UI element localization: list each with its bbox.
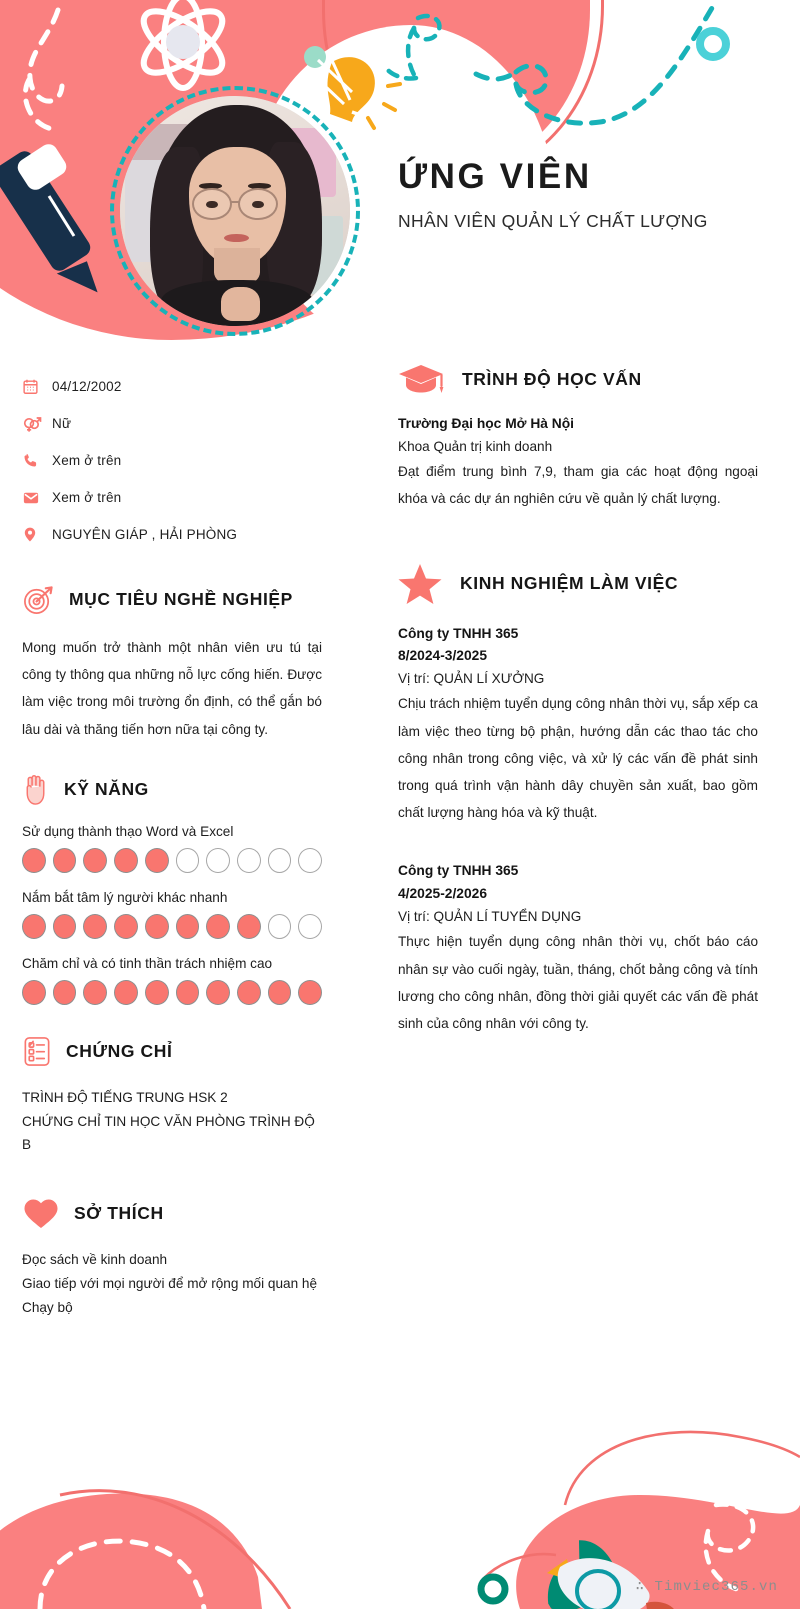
rating-dot-filled [145, 848, 169, 873]
location-icon [22, 525, 52, 544]
experience-description: Chịu trách nhiệm tuyển dụng công nhân thời vụ, sắp xếp ca làm việc theo từng bộ phận, hướng dẫn các thao tác cho công nhân trong công việc, và xử lý các vấn đề phát sinh trong quá trình vận hành dây chuyền sản xuất, bao gồm chất lượng hàng hóa và kỹ thuật. [398, 696, 758, 821]
rating-dot-filled [53, 848, 77, 873]
email-icon [22, 489, 52, 507]
footer-decoration [0, 1309, 800, 1609]
contact-value: Xem ở trên [52, 490, 122, 505]
section-header [398, 563, 758, 605]
left-column [22, 368, 322, 1349]
checklist-icon [22, 1035, 52, 1068]
hobby-item: Chạy bộ [22, 1299, 73, 1315]
section-header [398, 363, 758, 395]
contact-list [22, 368, 322, 553]
section-title: CHỨNG CHỈ [66, 1040, 173, 1061]
right-column [398, 363, 758, 1067]
section-header [22, 1197, 322, 1230]
objective-text: Mong muốn trở thành một nhân viên ưu tú tại công ty thông qua những nỗ lực cống hiến. Được làm việc trong môi trường ổn định, có thể gắn bó lâu dài và thăng tiến hơn nữa tại công ty. [22, 640, 322, 737]
graduation-cap-icon [398, 363, 444, 395]
teal-ring-icon [700, 31, 726, 57]
section-title: SỞ THÍCH [74, 1203, 164, 1224]
rating-dot-filled [298, 980, 322, 1005]
section-header [22, 1035, 322, 1068]
calendar-icon [22, 378, 52, 395]
section-header [22, 773, 322, 806]
skill-item [22, 956, 322, 1005]
star-icon [398, 563, 442, 605]
target-icon [22, 583, 55, 616]
contact-row-gender [22, 405, 322, 442]
rating-dot-filled [145, 914, 169, 939]
skill-rating [22, 848, 322, 873]
rating-dot-filled [176, 980, 200, 1005]
watermark: ∴ Timviec365.vn [635, 1579, 778, 1595]
teal-dashed-curve-icon [476, 8, 712, 123]
section-header [22, 583, 322, 616]
skill-item [22, 890, 322, 939]
rating-dot-empty [298, 914, 322, 939]
heart-icon [22, 1197, 60, 1230]
rating-dot-filled [114, 980, 138, 1005]
rating-dot-empty [268, 848, 292, 873]
section-skills [22, 773, 322, 1005]
experience-position: Vị trí: QUẢN LÍ TUYỂN DỤNG [398, 908, 582, 924]
rating-dot-empty [268, 914, 292, 939]
pencil-icon [0, 141, 104, 306]
teal-ring-bottom-icon [481, 1577, 505, 1601]
candidate-photo [120, 96, 350, 326]
section-certificates [22, 1035, 322, 1157]
gender-icon [22, 414, 52, 434]
rating-dot-filled [237, 914, 261, 939]
rating-dot-filled [114, 914, 138, 939]
white-dashed-swirl-icon [25, 10, 62, 130]
education-faculty: Khoa Quản trị kinh doanh [398, 438, 553, 454]
section-title: KINH NGHIỆM LÀM VIỆC [460, 573, 679, 594]
rating-dot-filled [22, 980, 46, 1005]
hobby-item: Đọc sách về kinh doanh [22, 1252, 168, 1268]
rating-dot-empty [237, 848, 261, 873]
rating-dot-filled [145, 980, 169, 1005]
header-text [398, 158, 708, 232]
hobby-item: Giao tiếp với mọi người để mở rộng mối quan hệ [22, 1275, 318, 1291]
page-title: ỨNG VIÊN [398, 157, 592, 196]
rating-dot-filled [22, 848, 46, 873]
teal-small-swirl-icon [386, 16, 439, 79]
rating-dot-filled [53, 914, 77, 939]
education-school: Trường Đại học Mở Hà Nội [398, 416, 575, 431]
avatar [110, 86, 360, 336]
contact-value: Nữ [52, 416, 72, 431]
education-detail: Đạt điểm trung bình 7,9, tham gia các hoạt động ngoại khóa và các dự án nghiên cứu về quản lý chất lượng. [398, 464, 758, 507]
rating-dot-filled [53, 980, 77, 1005]
skill-item [22, 824, 322, 873]
experience-entry [398, 860, 758, 1037]
rating-dot-filled [83, 848, 107, 873]
rating-dot-empty [298, 848, 322, 873]
contact-row-address [22, 516, 322, 553]
contact-value: Xem ở trên [52, 453, 122, 468]
experience-period: 4/2025-2/2026 [398, 886, 487, 902]
experience-description: Thực hiện tuyển dụng công nhân thời vụ, chốt báo cáo nhân sự vào cuối ngày, tuần, tháng, chốt bảng công và tính lương cho công nhân, đồng thời giải quyết các vấn đề phát sinh của công nhân với công ty. [398, 934, 758, 1031]
atom-nucleus [166, 25, 200, 59]
experience-company: Công ty TNHH 365 [398, 625, 519, 641]
coral-arc-top [565, 1432, 800, 1505]
section-education [398, 363, 758, 513]
rating-dot-filled [268, 980, 292, 1005]
rating-dot-filled [83, 980, 107, 1005]
skill-rating [22, 980, 322, 1005]
experience-position: Vị trí: QUẢN LÍ XƯỞNG [398, 671, 545, 687]
skill-label: Chăm chỉ và có tinh thần trách nhiệm cao [22, 955, 273, 971]
rating-dot-empty [206, 848, 230, 873]
section-title: TRÌNH ĐỘ HỌC VẤN [462, 368, 642, 389]
rating-dot-filled [206, 980, 230, 1005]
contact-row-email [22, 479, 322, 516]
skill-label: Sử dụng thành thạo Word và Excel [22, 823, 234, 839]
job-title: NHÂN VIÊN QUẢN LÝ CHẤT LƯỢNG [398, 210, 708, 231]
skill-rating [22, 914, 322, 939]
contact-value: NGUYÊN GIÁP , HẢI PHÒNG [52, 527, 238, 542]
certificate-item: CHỨNG CHỈ TIN HỌC VĂN PHÒNG TRÌNH ĐỘ B [22, 1113, 315, 1153]
section-title: MỤC TIÊU NGHỀ NGHIỆP [69, 589, 293, 609]
rating-dot-filled [206, 914, 230, 939]
contact-row-birthdate [22, 368, 322, 405]
rating-dot-filled [114, 848, 138, 873]
section-experience [398, 563, 758, 1038]
rating-dot-filled [22, 914, 46, 939]
section-objective [22, 583, 322, 743]
section-title: KỸ NĂNG [64, 778, 149, 799]
phone-icon [22, 452, 52, 469]
rating-dot-filled [176, 914, 200, 939]
certificate-item: TRÌNH ĐỘ TIẾNG TRUNG HSK 2 [22, 1089, 228, 1105]
hand-icon [22, 773, 50, 806]
rating-dot-filled [237, 980, 261, 1005]
rating-dot-filled [83, 914, 107, 939]
coral-blob-bottom-left [0, 1493, 262, 1609]
contact-row-phone [22, 442, 322, 479]
section-hobbies [22, 1197, 322, 1319]
skill-label: Nắm bắt tâm lý người khác nhanh [22, 889, 228, 905]
experience-company: Công ty TNHH 365 [398, 863, 519, 879]
contact-value: 04/12/2002 [52, 379, 122, 394]
experience-period: 8/2024-3/2025 [398, 648, 487, 664]
rating-dot-empty [176, 848, 200, 873]
experience-entry [398, 623, 758, 827]
